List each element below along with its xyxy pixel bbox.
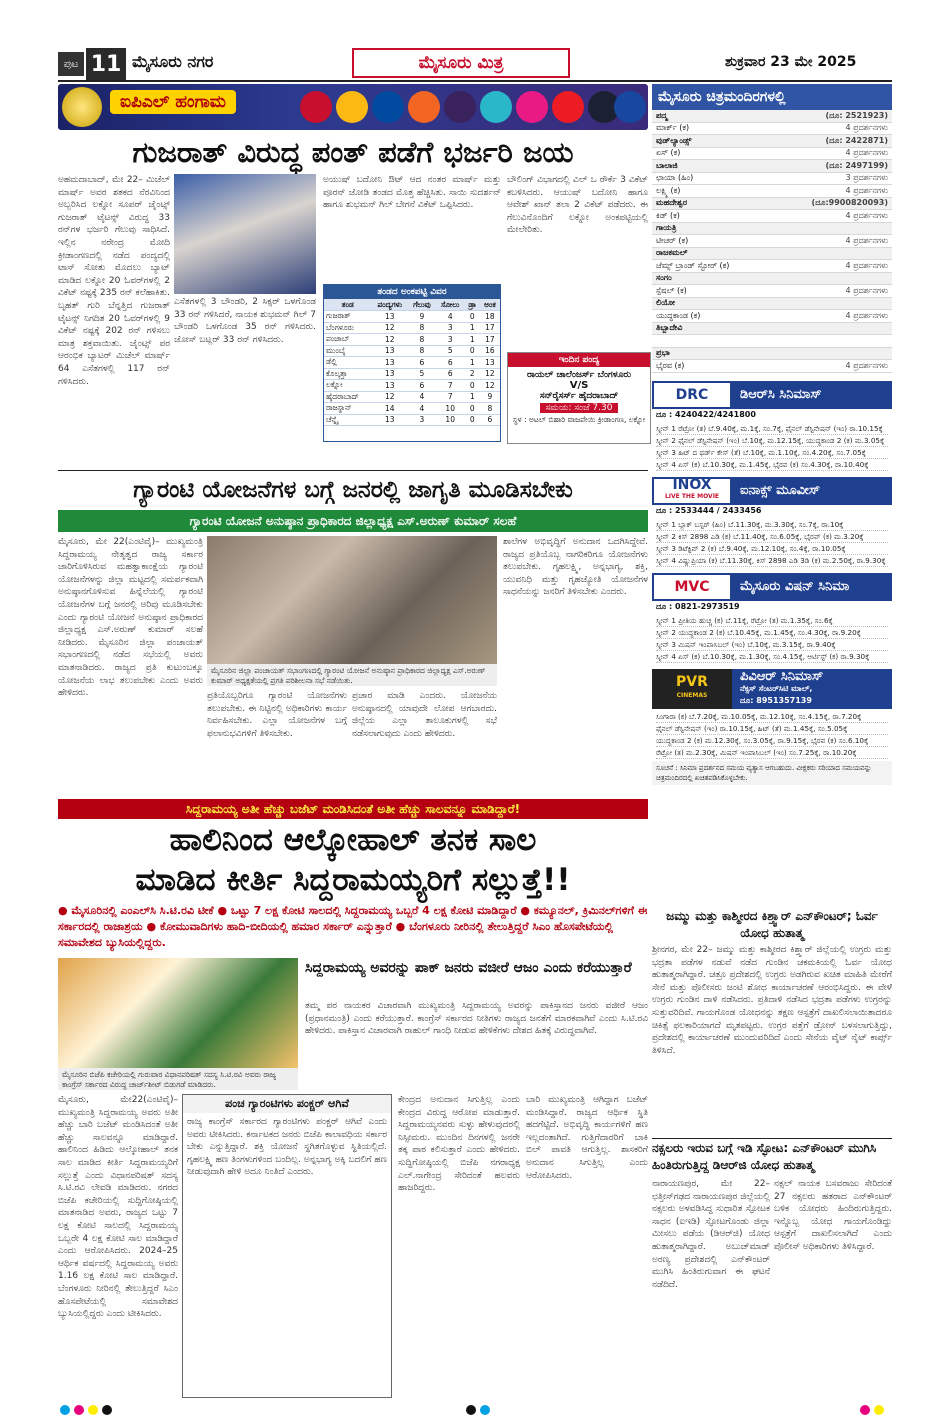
today-match-venue: ಸ್ಥಳ : ಅಟಲ್ ಬಿಹಾರಿ ವಾಜಪೇಯಿ ಕ್ರೀಡಾಂಗಣ, ಲಕ್ನೋ: [512, 415, 646, 424]
table-cell: 18: [480, 311, 500, 323]
drc-name: ಡಿಆರ್‌ಸಿ ಸಿನಿಮಾಸ್: [740, 387, 822, 402]
points-table-header: ಅಂಕ: [480, 299, 500, 311]
showtime-line: ಸ್ಕ್ರೀನ್ 2 ಯುದ್ಧಕಾಂಡ 2 (ಕ) ಬೆ.10.45ಕ್ಕೆ, ಮ.1.45ಕ್ಕೆ, ಸಂ.4.30ಕ್ಕೆ, ರಾ.9.20ಕ್ಕೆ: [656, 627, 888, 639]
naxal-article-col1: ನಾರಾಯಣಪುರ, ಮೇ 22– ಛತ್ತೀಸ್‌ಗಢದ ನಾರಾಯಣಪುರ ಜಿಲ್ಲೆಯಲ್ಲಿ ನಕ್ಸಲರು ಅಳವಡಿಸಿದ್ದ ಸುಧಾರಿತ ಸ್ಫೋಟಕ ಸಾಧನ (ಐಇಡಿ) ಸ್ಫೋಟಗೊಂಡು ಜಿಲ್ಲಾ ಮೀಸಲು ಪಡೆಯ (ಡಿಆರ್‌ಜಿ) ಯೋಧ ಹುತಾತ್ಮರಾಗಿದ್ದಾರೆ. ಅಬುಜ್‌ಮಾಡ್ ಅರಣ್ಯ ಪ್ರದೇಶದಲ್ಲಿ ಎನ್‌ಕೌಂಟರ್ ಮುಗಿಸಿ ಹಿಂತಿರುಗುವಾಗ ಈ ಘಟನೆ ನಡೆದಿದೆ.: [652, 1179, 770, 1290]
table-cell: 12: [371, 322, 408, 334]
table-cell: 4: [408, 391, 436, 403]
showtime-line: ಸ್ಕ್ರೀನ್ 4 ಏಸ್ (ಕ) ಬೆ.10.30ಕ್ಕೆ, ಮ.1.45ಕ್ಕೆ, ಭೈರವ (ಕ) ಸಂ.4.30ಕ್ಕೆ, ರಾ.10.40ಕ್ಕೆ: [656, 459, 888, 471]
showtime-line: ಸ್ಕ್ರೀನ್ 1 ರೆಟ್ರೋ (ತ) ಬೆ.9.40ಕ್ಕೆ, ಮ.1ಕ್ಕೆ, ಸಂ.7ಕ್ಕೆ, ಫೈನಲ್ ಡೆಸ್ಟಿನೇಷನ್ (ಇಂ) ರಾ.10.15ಕ್ಕೆ: [656, 423, 888, 435]
table-row: [324, 345, 500, 357]
theatre-row: [652, 210, 892, 223]
theatre-name: ವುಡ್‌ಲ್ಯಾಂಡ್ಸ್: [656, 135, 692, 145]
theatre-row: [652, 298, 892, 311]
showtime-line: ಸ್ಕ್ರೀನ್ 2 ಫೈನಲ್ ಡೆಸ್ಟಿನೇಷನ್ (ಇಂ) ಬೆ.10ಕ್ಕೆ, ಮ.12.15ಕ್ಕೆ, ಯುದ್ಧಕಾಂಡ 2 (ಕ) ಮ.3.05ಕ್ಕೆ: [656, 435, 888, 447]
registration-dot-icon: [88, 1405, 98, 1415]
points-table-header: ಸೋಲು: [436, 299, 465, 311]
table-cell: ಕೊಲ್ಕತ್ತಾ: [324, 368, 371, 380]
guarantee-article-left: ಮೈಸೂರು, ಮೇ 22(ಎಂಟಿವೈ)– ಮುಖ್ಯಮಂತ್ರಿ ಸಿದ್ದರಾಮಯ್ಯ ನೇತೃತ್ವದ ರಾಜ್ಯ ಸರ್ಕಾರ ಜಾರಿಗೊಳಿಸಿರುವ ಮಹತ್ವಾಕಾಂಕ್ಷೆಯ ಗ್ಯಾರಂಟಿ ಯೋಜನೆಗಳನ್ನು ಜಿಲ್ಲಾ ಮಟ್ಟದಲ್ಲಿ ಸಮರ್ಪಕವಾಗಿ ಅನುಷ್ಠಾನಗೊಳಿಸುವ ಹಿನ್ನೆಲೆಯಲ್ಲಿ ಗ್ಯಾರಂಟಿ ಯೋಜನೆಗಳ ಬಗ್ಗೆ ಜನರಲ್ಲಿ ಅರಿವು ಮೂಡಿಸಬೇಕು ಎಂದು ಗ್ಯಾರಂಟಿ ಯೋಜನೆ ಅನುಷ್ಠಾನ ಪ್ರಾಧಿಕಾರದ ಜಿಲ್ಲಾಧ್ಯಕ್ಷ ಎಸ್.ಅರುಣ್ ಕುಮಾರ್ ಸಲಹೆ ನೀಡಿದರು. ಮೈಸೂರಿನ ಜಿಲ್ಲಾ ಪಂಚಾಯತ್ ಸಭಾಂಗಣದಲ್ಲಿ ನಡೆದ ಸಭೆಯಲ್ಲಿ ಅವರು ಮಾತನಾಡಿದರು. ರಾಜ್ಯದ ಪ್ರತಿ ಕುಟುಂಬಕ್ಕೂ ಯೋಜನೆಯ ಲಾಭ ತಲುಪಬೇಕು ಎಂದು ಅವರು ಹೇಳಿದರು.: [58, 537, 203, 699]
table-cell: 13: [371, 357, 408, 369]
press-meet-photo-caption: ಮೈಸೂರಿನ ಬಿಜೆಪಿ ಕಚೇರಿಯಲ್ಲಿ ಗುರುವಾರ ವಿಧಾನಪರಿಷತ್ ಸದಸ್ಯ ಸಿ.ಟಿ.ರವಿ ಅವರು ರಾಜ್ಯ ಕಾಂಗ್ರೆಸ್ ಸರ್ಕಾರದ ವಿರುದ್ಧ ಚಾರ್ಜ್‌ಶೀಟ್ ಬಿಡುಗಡೆ ಮಾಡಿದರು.: [58, 1068, 298, 1090]
theatre-info: 4 ಪ್ರದರ್ಶನಗಳು: [845, 148, 888, 158]
table-cell: 0: [465, 403, 480, 415]
theatre-name: ಪ್ರಭಾ: [656, 348, 670, 358]
theatre-name: ಲಕ್ಷ್ಮಿ (ಕ): [656, 185, 681, 195]
mvc-showtimes: [652, 613, 892, 665]
pak-subheadline: ಸಿದ್ದರಾಮಯ್ಯ ಅವರನ್ನು ಪಾಕ್ ಜನರು ವಜೀರೆ ಆಜಂ ಎಂದು ಕರೆಯುತ್ತಾರೆ: [305, 960, 632, 976]
table-cell: 13: [371, 380, 408, 392]
showtime-line: ಸ್ಕ್ರೀನ್ 3 ಡಿಟೆಕ್ಟಿವ್ 2 (ಕ) ಬೆ.9.40ಕ್ಕೆ, ಮ.12.10ಕ್ಕೆ, ಸಂ.4ಕ್ಕೆ, ರಾ.10.05ಕ್ಕೆ: [656, 543, 888, 555]
table-cell: 12: [371, 334, 408, 346]
page-number: 11: [86, 48, 126, 80]
theatre-row: [652, 248, 892, 261]
showtime-line: ಸ್ಕ್ರೀನ್ 3 ಮಿಷನ್ ಇಂಪಾಸಿಬಲ್ (ಇಂ) ಬೆ.10ಕ್ಕೆ, ಮ.3.15ಕ್ಕೆ, ರಾ.9.40ಕ್ಕೆ: [656, 639, 888, 651]
theatre-info: (ದೂ:9900820093): [811, 198, 888, 208]
theatre-info: (ದೂ: 2422871): [825, 135, 888, 145]
table-cell: ಡೆಲ್ಲಿ: [324, 357, 371, 369]
registration-dot-icon: [480, 1405, 490, 1415]
loan-headline-2: ಮಾಡಿದ ಕೀರ್ತಿ ಸಿದ್ದರಾಮಯ್ಯರಿಗೆ ಸಲ್ಲುತ್ತೆ!!: [135, 862, 571, 898]
pvr-name: ಪಿವಿಆರ್ ಸಿನಿಮಾಸ್: [740, 668, 824, 684]
showtime-line: ಸ್ಕ್ರೀನ್ 3 ಹಿಟ್ ದ ಥರ್ಡ್ ಕೇಸ್ (ತೆ) ಬೆ.10ಕ್ಕೆ, ಮ.1.10ಕ್ಕೆ, ಸಂ.4.20ಕ್ಕೆ, ಸಂ.7.05ಕ್ಕೆ: [656, 447, 888, 459]
puncture-box-body: ರಾಜ್ಯ ಕಾಂಗ್ರೆಸ್ ಸರ್ಕಾರದ ಗ್ಯಾರಂಟಿಗಳು ಪಂಕ್ಚರ್ ಆಗಿವೆ ಎಂದು ಅವರು ಟೀಕಿಸಿದರು. ಕರ್ನಾಟಕದ ಜನರು ಬಿಜೆಪಿ ಕಾಲಾವಧಿಯ ಸರ್ಕಾರ ಬೇಕು ಎನ್ನುತ್ತಿದ್ದಾರೆ. ಶಕ್ತಿ ಯೋಜನೆ ಸ್ಥಗಿತಗೊಳ್ಳುವ ಸ್ಥಿತಿಯಲ್ಲಿದೆ. ಗೃಹಲಕ್ಷ್ಮಿ ಹಣ ತಿಂಗಳುಗಳಿಂದ ಬಂದಿಲ್ಲ. ಅನ್ನಭಾಗ್ಯ ಅಕ್ಕಿ ಬದಲಿಗೆ ಹಣ ನೀಡುವುದಾಗಿ ಹೇಳಿ ಅದೂ ನಿಂತಿದೆ ಎಂದರು.: [187, 1117, 387, 1178]
theatre-info: 4 ಪ್ರದರ್ಶನಗಳು: [845, 185, 888, 195]
theatre-row: [652, 273, 892, 286]
today-match-vs: V/S: [569, 380, 589, 391]
loan-headline-1: ಹಾಲಿನಿಂದ ಆಲ್ಕೋಹಾಲ್ ತನಕ ಸಾಲ: [169, 822, 537, 858]
showtime-line: ಫೈನಲ್ ಡೆಸ್ಟಿನೇಷನ್ (ಇಂ) ರಾ.10.15ಕ್ಕೆ, ಹಿಟ್ (ತೆ) ಮ.1.45ಕ್ಕೆ, ಸಂ.5.05ಕ್ಕೆ: [656, 723, 888, 735]
theatre-row: [652, 198, 892, 211]
table-cell: 5: [436, 345, 465, 357]
points-table-header: ಪಂದ್ಯಗಳು: [371, 299, 408, 311]
theatre-name: ಲಿಯೋ: [656, 298, 675, 308]
table-cell: 8: [480, 403, 500, 415]
ipl-headline: ಗುಜರಾತ್ ವಿರುದ್ಧ ಪಂತ್ ಪಡೆಗೆ ಭರ್ಜರಿ ಜಯ: [132, 135, 574, 169]
theatre-name: ಮಾರ್ಕ್ (ಕ): [656, 123, 690, 133]
table-cell: 12: [480, 380, 500, 392]
page-label: ಪುಟ: [58, 52, 84, 76]
table-cell: ಬೆಂಗಳೂರು: [324, 322, 371, 334]
table-cell: 3: [436, 322, 465, 334]
rcb-logo-icon: [300, 91, 332, 123]
today-match-team2: ಸನ್‌ರೈಸರ್ಸ್ ಹೈದರಾಬಾದ್: [539, 391, 619, 401]
table-cell: ಪಂಜಾಬ್: [324, 334, 371, 346]
theatre-row: [652, 323, 892, 336]
points-table-header: ಗೆಲುವು: [408, 299, 436, 311]
table-row: [324, 334, 500, 346]
theatre-info: 3 ಪ್ರದರ್ಶನಗಳು: [845, 173, 888, 183]
table-cell: 6: [408, 380, 436, 392]
drc-showtimes: [652, 421, 892, 473]
mvc-logo-icon: MVC: [652, 573, 732, 601]
table-cell: 7: [436, 380, 465, 392]
table-cell: 0: [465, 380, 480, 392]
inox-showtimes: [652, 517, 892, 569]
table-cell: 6: [436, 368, 465, 380]
pvr-phone: ದೂ: 8951357139: [740, 695, 812, 705]
guarantee-headline: ಗ್ಯಾರಂಟಿ ಯೋಜನೆಗಳ ಬಗ್ಗೆ ಜನರಲ್ಲಿ ಜಾಗೃತಿ ಮೂಡಿಸಬೇಕು: [133, 477, 573, 503]
showtime-line: ಸ್ಕ್ರೀನ್ 4 ವಿಷ್ಣುಪ್ರಿಯಾ (ಕ) ಬೆ.11.30ಕ್ಕೆ, ಕಿಸ್ 2898 ಎಡಿ 3ಡಿ (ಕ) ಮ.2.50ಕ್ಕೆ, ರಾ.9.30ಕ್ಕೆ: [656, 555, 888, 567]
table-cell: 4: [436, 311, 465, 323]
inox-phone: ದೂ : 2533444 / 2433456: [656, 505, 762, 515]
kashmir-article: ಶ್ರೀನಗರ, ಮೇ 22– ಜಮ್ಮು ಮತ್ತು ಕಾಶ್ಮೀರದ ಕಿಶ್ತ್ವಾರ್ ಜಿಲ್ಲೆಯಲ್ಲಿ ಉಗ್ರರು ಮತ್ತು ಭದ್ರತಾ ಪಡೆಗಳ ನಡುವೆ ನಡೆದ ಗುಂಡಿನ ಚಕಮಕಿಯಲ್ಲಿ ಓರ್ವ ಯೋಧ ಹುತಾತ್ಮರಾಗಿದ್ದಾರೆ. ಚತ್ರೂ ಪ್ರದೇಶದಲ್ಲಿ ಉಗ್ರರು ಅಡಗಿರುವ ಖಚಿತ ಮಾಹಿತಿ ಮೇರೆಗೆ ಸೇನೆ ಮತ್ತು ಪೊಲೀಸರು ಜಂಟಿ ಶೋಧ ಕಾರ್ಯಾಚರಣೆ ಆರಂಭಿಸಿದ್ದರು. ಈ ವೇಳೆ ಉಗ್ರರು ಗುಂಡಿನ ದಾಳಿ ನಡೆಸಿದರು. ಪ್ರತಿದಾಳಿ ನಡೆಸಿದ ಭದ್ರತಾ ಪಡೆಗಳು ಉಗ್ರರನ್ನು ಸುತ್ತುವರಿದಿವೆ. ಗಾಯಗೊಂಡ ಯೋಧನನ್ನು ತಕ್ಷಣ ಆಸ್ಪತ್ರೆಗೆ ದಾಖಲಿಸಲಾಯಿತಾದರೂ ಚಿಕಿತ್ಸೆ ಫಲಕಾರಿಯಾಗದೆ ಮೃತಪಟ್ಟರು. ಉಗ್ರರ ಪತ್ತೆಗೆ ಡ್ರೋನ್ ಬಳಸಲಾಗುತ್ತಿದ್ದು, ಪ್ರದೇಶದಲ್ಲಿ ಕಾರ್ಯಾಚರಣೆ ಮುಂದುವರಿದಿದೆ ಎಂದು ಸೇನೆಯ ವೈಟ್ ನೈಟ್ ಕಾರ್ಪ್ಸ್ ತಿಳಿಸಿದೆ.: [652, 945, 892, 1056]
points-table-header: ತಂಡ: [324, 299, 371, 311]
table-cell: 3: [408, 414, 436, 426]
theatre-row: [652, 223, 892, 236]
srh-logo-icon: [408, 91, 440, 123]
table-cell: 16: [480, 345, 500, 357]
loan-strip: ಸಿದ್ದರಾಮಯ್ಯ ಅತೀ ಹೆಚ್ಚು ಬಜೆಟ್ ಮಂಡಿಸಿದಂತೆ ಅತೀ ಹೆಚ್ಚು ಸಾಲವನ್ನೂ ಮಾಡಿದ್ದಾರೆ!: [58, 799, 648, 819]
theatre-name: ಮಹದೇಶ್ವರ: [656, 198, 687, 208]
table-cell: ಚೆನ್ನೈ: [324, 414, 371, 426]
theatre-name: ಸಂಗಂ: [656, 273, 672, 283]
table-cell: 12: [480, 368, 500, 380]
loan-article-col3: ಕೇಂದ್ರದ ಅನುದಾನ ಸಿಗುತ್ತಿಲ್ಲ ಎಂದು ಕೇಂದ್ರದ ವಿರುದ್ಧ ಆರೋಪ ಮಾಡುತ್ತಾರೆ. ಸಿದ್ದರಾಮಯ್ಯನವರು ಸುಳ್ಳು ಹೇಳುವುದರಲ್ಲಿ ನಿಸ್ಸೀಮರು. ಮುಂದಿನ ದಿನಗಳಲ್ಲಿ ಜನರೇ ತಕ್ಕ ಪಾಠ ಕಲಿಸುತ್ತಾರೆ ಎಂದು ಹೇಳಿದರು. ಸುದ್ದಿಗೋಷ್ಠಿಯಲ್ಲಿ ಬಿಜೆಪಿ ನಗರಾಧ್ಯಕ್ಷ ಎಲ್.ನಾಗೇಂದ್ರ ಸೇರಿದಂತೆ ಹಲವರು ಹಾಜರಿದ್ದರು.: [398, 1095, 520, 1194]
guarantee-article-b1: ಪ್ರತಿಯೊಬ್ಬರಿಗೂ ಗ್ಯಾರಂಟಿ ಯೋಜನೆಗಳು ತಲುಪಬೇಕು. ಈ ನಿಟ್ಟಿನಲ್ಲಿ ಅಧಿಕಾರಿಗಳು ಕಾರ್ಯ ನಿರ್ವಹಿಸಬೇಕು. ಎಲ್ಲಾ ಯೋಜನೆಗಳ ಬಗ್ಗೆ ಫಲಾನುಭವಿಗಳಿಗೆ ತಿಳಿಸಬೇಕು.: [207, 691, 347, 739]
registration-dot-icon: [874, 1405, 884, 1415]
showtime-line: ಸ್ಕ್ರೀನ್ 2 ಕಿಸ್ 2898 ಎಡಿ (ಕ) ಬೆ.11.40ಕ್ಕೆ, ಸಂ.6.05ಕ್ಕೆ, ಭೈರವ್ (ಕ) ಮ.3.20ಕ್ಕೆ: [656, 531, 888, 543]
today-match-title: ಇಂದಿನ ಪಂದ್ಯ: [508, 353, 650, 367]
theatre-name: ಛಾಯಾ (ಹಿಂ): [656, 173, 694, 183]
theatre-name: ಬಾಲಾಜಿ: [656, 160, 678, 170]
showtime-line: ಸ್ಕ್ರೀನ್ 1 ಪ್ರೀತಿಯ ಹುಚ್ಚ (ಕ) ಬೆ.11ಕ್ಕೆ, ರೆಟ್ರೋ (ತ) ಮ.1.35ಕ್ಕೆ, ಸಂ.6ಕ್ಕೆ: [656, 615, 888, 627]
guarantee-puncture-box: [182, 1094, 392, 1398]
theatre-info: 4 ಪ್ರದರ್ಶನಗಳು: [845, 310, 888, 320]
pak-subarticle: ತಮ್ಮ ಪರ ನಾಯಕರ ವಿಚಾರವಾಗಿ ಮುಖ್ಯಮಂತ್ರಿ ಸಿದ್ದರಾಮಯ್ಯ ಅವರನ್ನು ಪಾಕಿಸ್ತಾನದ ಜನರು ವಜೀರೆ ಆಜಂ (ಪ್ರಧಾನಮಂತ್ರಿ) ಎಂದು ಕರೆಯುತ್ತಾರೆ. ಕಾಂಗ್ರೆಸ್ ಸರ್ಕಾರದ ನೀತಿಗಳು ರಾಜ್ಯದ ಜನತೆಗೆ ಮಾರಕವಾಗಿವೆ ಎಂದು ಸಿ.ಟಿ.ರವಿ ಹೇಳಿದರು. ಪಾಕಿಸ್ತಾನ ವಿಚಾರವಾಗಿ ರಾಹುಲ್ ಗಾಂಧಿ ನೀಡುವ ಹೇಳಿಕೆಗಳು ದೇಶದ ಹಿತಕ್ಕೆ ವಿರುದ್ಧವಾಗಿವೆ.: [305, 1001, 648, 1037]
pvr-note: ಸೂಚನೆ : ಸಿನಿಮಾ ಪ್ರದರ್ಶನದ ಸಮಯ ವ್ಯತ್ಯಾಸ ಆಗಬಹುದು. ವೀಕ್ಷಕರು ಸರಿಯಾದ ಸಮಯವನ್ನು ಚಿತ್ರಮಂದಿರದಲ್ಲಿ ಖಚಿತಪಡಿಸಿಕೊಳ್ಳಬೇಕು.: [652, 761, 892, 785]
table-cell: ಮುಂಬೈ: [324, 345, 371, 357]
ipl-article-col1: ಅಹಮದಾಬಾದ್, ಮೇ 22– ಮಿಚೆಲ್ ಮಾರ್ಷ್ ಅವರ ಶತಕದ ನೆರವಿನಿಂದ ಅಬ್ಬರಿಸಿದ ಲಕ್ನೋ ಸೂಪರ್ ಜೈಂಟ್ಸ್ ಗುಜರಾತ್ ಟೈಟನ್ಸ್ ವಿರುದ್ಧ 33 ರನ್‌ಗಳ ಭರ್ಜರಿ ಗೆಲುವು ಸಾಧಿಸಿದೆ. ಇಲ್ಲಿನ ನರೇಂದ್ರ ಮೋದಿ ಕ್ರೀಡಾಂಗಣದಲ್ಲಿ ನಡೆದ ಪಂದ್ಯದಲ್ಲಿ ಟಾಸ್ ಸೋತು ಮೊದಲು ಬ್ಯಾಟ್ ಮಾಡಿದ ಲಕ್ನೋ 20 ಓವರ್‌ಗಳಲ್ಲಿ 2 ವಿಕೆಟ್ ನಷ್ಟಕ್ಕೆ 235 ರನ್ ಕಲೆಹಾಕಿತು. ಬೃಹತ್ ಗುರಿ ಬೆನ್ನತ್ತಿದ ಗುಜರಾತ್ ಟೈಟನ್ಸ್ ನಿಗದಿತ 20 ಓವರ್‌ಗಳಲ್ಲಿ 9 ವಿಕೆಟ್ ನಷ್ಟಕ್ಕೆ 202 ರನ್ ಗಳಿಸಲು ಮಾತ್ರ ಶಕ್ತವಾಯಿತು. ಜೈಂಟ್ಸ್ ಪರ ಆರಂಭಿಕ ಬ್ಯಾಟರ್ ಮಿಚೆಲ್ ಮಾರ್ಷ್ 64 ಎಸೆತಗಳಲ್ಲಿ 117 ರನ್ ಗಳಿಸಿದರು.: [58, 175, 170, 387]
theatre-row: [652, 310, 892, 323]
table-cell: 6: [480, 414, 500, 426]
theatre-row: [652, 260, 892, 273]
registration-dot-icon: [102, 1405, 112, 1415]
registration-dot-icon: [74, 1405, 84, 1415]
today-match-team1: ರಾಯಲ್ ಚಾಲೆಂಜರ್ಸ್ ಬೆಂಗಳೂರು: [526, 370, 632, 380]
inox-name: ಐನಾಕ್ಸ್ ಮೂವೀಸ್: [740, 483, 820, 498]
theatre-info: (ದೂ: 2497199): [825, 160, 888, 170]
table-cell: ಲಕ್ನೋ: [324, 380, 371, 392]
showtime-line: ರೆಟ್ರೋ (ತ) ಮ.2.30ಕ್ಕೆ, ಮಿಷನ್ ಇಂಪಾಸಿಬಲ್ (ಇಂ) ಸಂ.7.25ಕ್ಕೆ, ರಾ.10.20ಕ್ಕೆ: [656, 747, 888, 759]
theatre-name: ಟೀಚರ್ (ಕ): [656, 235, 689, 245]
theatre-row: [652, 285, 892, 298]
theatre-info: 4 ಪ್ರದರ್ಶನಗಳು: [845, 123, 888, 133]
pvr-showtimes: [652, 709, 892, 761]
showtime-line: ಯುದ್ಧಕಾಂಡ 2 (ಕ) ಮ.12.30ಕ್ಕೆ, ಸಂ.3.05ಕ್ಕೆ, ರಾ.9.15ಕ್ಕೆ, ಭೈರವ (ಕ) ಸಂ.6.10ಕ್ಕೆ: [656, 735, 888, 747]
ipl-trophy-icon: [62, 87, 102, 127]
table-row: [324, 403, 500, 415]
table-cell: 1: [465, 322, 480, 334]
loan-article-col1: ಮೈಸೂರು, ಮೇ22(ಎಂಟಿವೈ)– ಮುಖ್ಯಮಂತ್ರಿ ಸಿದ್ದರಾಮಯ್ಯ ಅವರು ಅತೀ ಹೆಚ್ಚು ಬಾರಿ ಬಜೆಟ್ ಮಂಡಿಸಿದಂತೆ ಅತೀ ಹೆಚ್ಚು ಸಾಲವನ್ನೂ ಮಾಡಿದ್ದಾರೆ. ಹಾಲಿನಿಂದ ಹಿಡಿದು ಆಲ್ಕೋಹಾಲ್ ತನಕ ಸಾಲ ಮಾಡಿದ ಕೀರ್ತಿ ಸಿದ್ದರಾಮಯ್ಯರಿಗೆ ಸಲ್ಲುತ್ತೆ ಎಂದು ವಿಧಾನಪರಿಷತ್ ಸದಸ್ಯ ಸಿ.ಟಿ.ರವಿ ಲೇವಡಿ ಮಾಡಿದರು. ನಗರದ ಬಿಜೆಪಿ ಕಚೇರಿಯಲ್ಲಿ ಸುದ್ದಿಗೋಷ್ಠಿಯಲ್ಲಿ ಮಾತನಾಡಿದ ಅವರು, ರಾಜ್ಯದ ಒಟ್ಟು 7 ಲಕ್ಷ ಕೋಟಿ ಸಾಲದಲ್ಲಿ ಸಿದ್ದರಾಮಯ್ಯ ಒಬ್ಬರೇ 4 ಲಕ್ಷ ಕೋಟಿ ಸಾಲ ಮಾಡಿದ್ದಾರೆ ಎಂದು ಆರೋಪಿಸಿದರು. 2024–25 ಆರ್ಥಿಕ ವರ್ಷದಲ್ಲಿ ಸಿದ್ದರಾಮಯ್ಯ ಅವರು 1.16 ಲಕ್ಷ ಕೋಟಿ ಸಾಲ ಮಾಡಿದ್ದಾರೆ. ಬೆಂಗಳೂರು ನೀರಿನಲ್ಲಿ ತೇಲುತ್ತಿದ್ದರೆ ಸಿಎಂ ಹೊಸಪೇಟೆಯಲ್ಲಿ ಸಮಾವೇಶದ ಬ್ಯುಸಿಯಲ್ಲಿದ್ದರು ಎಂದು ಟೀಕಿಸಿದರು.: [58, 1095, 178, 1320]
mvc-name: ಮೈಸೂರು ವಿಷನ್ ಸಿನಿಮಾ: [740, 579, 850, 594]
theatre-info: 4 ಪ್ರದರ್ಶನಗಳು: [845, 260, 888, 270]
pvr-header: [652, 669, 892, 709]
table-cell: 1: [465, 334, 480, 346]
issue-date: ಶುಕ್ರವಾರ 23 ಮೇ 2025: [725, 54, 857, 70]
today-match-box: [507, 352, 651, 444]
kkr-logo-icon: [444, 91, 476, 123]
table-row: [324, 391, 500, 403]
puncture-box-title: ಪಂಚ ಗ್ಯಾರಂಟಿಗಳು ಪಂಕ್ಚರ್ ಆಗಿವೆ: [183, 1095, 391, 1113]
mvc-phone: ದೂ : 0821-2973519: [656, 601, 740, 611]
table-row: [324, 368, 500, 380]
masthead-logo: ಮೈಸೂರು ಮಿತ್ರ: [352, 48, 570, 78]
table-cell: 9: [480, 391, 500, 403]
theatre-row: [652, 348, 892, 361]
table-cell: 1: [465, 391, 480, 403]
showtime-line: ಸಿಂಗಾರಾ (ಕ) ಬೆ.7.20ಕ್ಕೆ, ಮ.10.05ಕ್ಕೆ, ಮ.12.10ಕ್ಕೆ, ಸಂ.4.15ಕ್ಕೆ, ರಾ.7.20ಕ್ಕೆ: [656, 711, 888, 723]
theatre-name: ಕಿಡ್ (ಕ): [656, 210, 680, 220]
table-cell: 5: [408, 368, 436, 380]
table-cell: 13: [480, 357, 500, 369]
theatre-name: ಯುದ್ಧಕಾಂಡ (ಕ): [656, 310, 701, 320]
table-cell: 1: [465, 357, 480, 369]
theatre-row: [652, 110, 892, 123]
table-cell: 13: [371, 311, 408, 323]
theatre-name: ರಾಜಕಮಲ್: [656, 248, 688, 258]
table-row: [324, 380, 500, 392]
showtime-line: ಸ್ಕ್ರೀನ್ 1 ಬ್ಲಾಕ್ ಬಸ್ಟರ್ (ಹಿಂ) ಬೆ.11.30ಕ್ಕೆ, ಮ.3.30ಕ್ಕೆ, ಸಂ.7ಕ್ಕೆ, ರಾ.10ಕ್ಕೆ: [656, 519, 888, 531]
table-row: [324, 414, 500, 426]
table-cell: ಹೈದರಾಬಾದ್: [324, 391, 371, 403]
table-cell: 0: [465, 311, 480, 323]
theatre-row: [652, 173, 892, 186]
meeting-photo-caption: ಮೈಸೂರಿನ ಜಿಲ್ಲಾ ಪಂಚಾಯತ್ ಸಭಾಂಗಣದಲ್ಲಿ ಗ್ಯಾರಂಟಿ ಯೋಜನೆ ಅನುಷ್ಠಾನ ಪ್ರಾಧಿಕಾರದ ಜಿಲ್ಲಾಧ್ಯಕ್ಷ ಎಸ್.ಅರುಣ್ ಕುಮಾರ್ ಅಧ್ಯಕ್ಷತೆಯಲ್ಲಿ ಪ್ರಗತಿ ಪರಿಶೀಲನಾ ಸಭೆ ನಡೆಯಿತು.: [207, 664, 497, 686]
table-cell: 13: [371, 345, 408, 357]
table-cell: 13: [371, 368, 408, 380]
mi-logo-icon: [372, 91, 404, 123]
pbks-logo-icon: [552, 91, 584, 123]
naxal-article-col2: ನಕ್ಸಲ್ ನಾಯಕ ಬಸವರಾಜು ಸೇರಿದಂತೆ 27 ನಕ್ಸಲರು ಹತರಾದ ಎನ್‌ಕೌಂಟರ್ ಬಳಿಕ ಯೋಧರು ಹಿಂದಿರುಗುತ್ತಿದ್ದರು. ಇನ್ನೊಬ್ಬ ಯೋಧ ಗಾಯಗೊಂಡಿದ್ದು ಆಸ್ಪತ್ರೆಗೆ ದಾಖಲಿಸಲಾಗಿದೆ ಎಂದು ಪೊಲೀಸ್ ಅಧಿಕಾರಿಗಳು ತಿಳಿಸಿದ್ದಾರೆ.: [774, 1179, 892, 1252]
table-cell: ಗುಜರಾತ್: [324, 311, 371, 323]
table-cell: 12: [371, 391, 408, 403]
drc-phone: ದೂ : 4240422/4241800: [656, 409, 756, 419]
inox-header: [652, 477, 892, 505]
table-row: [324, 357, 500, 369]
table-cell: 3: [436, 334, 465, 346]
theatre-row: [652, 123, 892, 136]
theatre-name: ಸ್ಪೆಷಲ್ (ಕ): [656, 285, 687, 295]
points-table: [323, 284, 501, 442]
table-cell: 2: [465, 368, 480, 380]
table-cell: 10: [436, 403, 465, 415]
theatre-info: (ದೂ: 2521923): [825, 110, 888, 120]
theatre-info: 4 ಪ್ರದರ್ಶನಗಳು: [845, 285, 888, 295]
registration-dot-icon: [860, 1405, 870, 1415]
inox-logo-sub: LIVE THE MOVIE: [664, 492, 720, 500]
ipl-article-col3: ಅಯುಷ್ ಬದೋನಿ ಔಟ್ ಆದ ನಂತರ ಮಾರ್ಷ್ ಮತ್ತು ಪೂರನ್ ಜೋಡಿ ತಂಡದ ಮೊತ್ತ ಹೆಚ್ಚಿಸಿತು. ಸಾಯಿ ಸುದರ್ಶನ್ ಹಾಗೂ ಶುಭಮನ್ ಗಿಲ್ ಬೇಗನೆ ವಿಕೆಟ್ ಒಪ್ಪಿಸಿದರು.: [323, 175, 501, 211]
csk-logo-icon: [336, 91, 368, 123]
table-cell: 4: [408, 403, 436, 415]
registration-dot-icon: [466, 1405, 476, 1415]
theatre-row: [652, 135, 892, 148]
points-table-grid: [324, 299, 500, 426]
points-table-title: ತಂಡದ ಅಂಕಪಟ್ಟಿ ವಿವರ: [324, 285, 500, 299]
theatre-info: 4 ಪ್ರದರ್ಶನಗಳು: [845, 235, 888, 245]
theatre-row: [652, 185, 892, 198]
guarantee-article-b2: ಪ್ರಚಾರ ಮಾಡಿ ಎಂದರು. ಯೋಜನೆಯ ಅನುಷ್ಠಾನದಲ್ಲಿ ಯಾವುದೇ ಲೋಪ ಆಗಬಾರದು. ಜಿಲ್ಲೆಯ ಎಲ್ಲಾ ತಾಲೂಕುಗಳಲ್ಲಿ ಸಭೆ ನಡೆಸಲಾಗುವುದು ಎಂದು ಹೇಳಿದರು.: [352, 691, 497, 739]
table-cell: 6: [408, 357, 436, 369]
theatre-sidebar-title: ಮೈಸೂರು ಚಿತ್ರಮಂದಿರಗಳಲ್ಲಿ: [652, 84, 892, 110]
theatre-name: ತಿಬ್ಬಾದೇವಿ: [656, 323, 683, 333]
theatre-list: [652, 110, 892, 373]
ipl-article-col4: ಬೌಲಿಂಗ್ ವಿಭಾಗದಲ್ಲಿ ವಿಲ್ ಒ ರೌರ್ಕೆ 3 ವಿಕೆಟ್ ಕಬಳಿಸಿದರು. ಆಯುಷ್ ಬದೋನಿ ಹಾಗೂ ಆವೇಶ್ ಖಾನ್ ತಲಾ 2 ವಿಕೆಟ್ ಪಡೆದರು. ಈ ಗೆಲುವಿನೊಂದಿಗೆ ಲಕ್ನೋ ಅಂಕಪಟ್ಟಿಯಲ್ಲಿ ಮೇಲೇರಿತು.: [507, 175, 648, 236]
table-cell: 9: [408, 311, 436, 323]
theatre-name: ಗಾಯತ್ರಿ: [656, 223, 677, 233]
table-cell: 7: [436, 391, 465, 403]
loan-bullets: ● ಮೈಸೂರಿನಲ್ಲಿ ಎಂಎಲ್‌ಸಿ ಸಿ.ಟಿ.ರವಿ ಟೀಕೆ ● ಒಟ್ಟು 7 ಲಕ್ಷ ಕೋಟಿ ಸಾಲದಲ್ಲಿ ಸಿದ್ದರಾಮಯ್ಯ ಒಬ್ಬರೆ 4 ಲಕ್ಷ ಕೋಟಿ ಮಾಡಿದ್ದಾರೆ ● ಕಮ್ಯೂನಲ್, ಕ್ರಿಮಿನಲ್‌ಗಳಿಗೆ ಈ ಸರ್ಕಾರದಲ್ಲಿ ರಾಜಾಶ್ರಯ ● ಕೋಮುವಾದಿಗಳು ಹಾದಿ-ಬೀದಿಯಲ್ಲಿ ಹಮಾರ ಸರ್ಕಾರ್ ಎನ್ನುತ್ತಾರೆ ● ಬೆಂಗಳೂರು ನೀರಿನಲ್ಲಿ ತೇಲುತ್ತಿದ್ದರೆ ಸಿಎಂ ಹೊಸಪೇಟೆಯಲ್ಲಿ ಸಮಾವೇಶದ ಬ್ಯುಸಿಯಲ್ಲಿದ್ದರು.: [58, 904, 648, 949]
pvr-logo-sub: CINEMAS: [676, 691, 708, 699]
table-cell: 6: [436, 357, 465, 369]
table-row: [324, 322, 500, 334]
dc-logo-icon: [614, 91, 646, 123]
table-cell: 17: [480, 334, 500, 346]
theatre-info: 4 ಪ್ರದರ್ಶನಗಳು: [845, 210, 888, 220]
table-row: [324, 311, 500, 323]
theatre-row: [652, 235, 892, 248]
meeting-photo: [207, 536, 497, 664]
theatre-row: [652, 160, 892, 173]
table-cell: 14: [371, 403, 408, 415]
pvr-address: ನೆಕ್ಸಸ್ ಸೆಂಟರ್‌ಸಿಟಿ ಮಾಲ್,: [740, 683, 813, 693]
theatre-name: ಏಸ್ (ಕ): [656, 148, 681, 158]
press-meet-photo: [58, 958, 298, 1068]
theatre-row: [652, 148, 892, 161]
mvc-header: [652, 573, 892, 601]
table-cell: 10: [436, 414, 465, 426]
inox-logo-icon: [652, 477, 732, 505]
naxal-rule: [652, 1138, 892, 1139]
points-table-header: ಡ್ರಾ: [465, 299, 480, 311]
drc-logo-icon: DRC: [652, 381, 732, 409]
table-cell: 17: [480, 322, 500, 334]
guarantee-subhead: ಗ್ಯಾರಂಟಿ ಯೋಜನೆ ಅನುಷ್ಠಾನ ಪ್ರಾಧಿಕಾರದ ಜಿಲ್ಲಾಧ್ಯಕ್ಷ ಎಸ್.ಅರುಣ್ ಕುಮಾರ್ ಸಲಹೆ: [58, 510, 648, 532]
theatre-name: ಜೆಮ್ಸ್ ಬ್ರಾಂಡ್ ಸ್ಟೋರ್ (ಕ): [656, 260, 730, 270]
table-cell: 8: [408, 345, 436, 357]
loan-article-col4: ಬಾರಿ ಮುಖ್ಯಮಂತ್ರಿ ಆಗಿದ್ದಾಗ ಬಜೆಟ್ ಮಂಡಿಸಿದ್ದಾರೆ. ರಾಜ್ಯದ ಆರ್ಥಿಕ ಸ್ಥಿತಿ ಹದಗೆಟ್ಟಿದೆ. ಅಭಿವೃದ್ಧಿ ಕಾರ್ಯಗಳಿಗೆ ಹಣ ಇಲ್ಲದಂತಾಗಿದೆ. ಗುತ್ತಿಗೆದಾರರಿಗೆ ಬಾಕಿ ಬಿಲ್ ಪಾವತಿ ಆಗುತ್ತಿಲ್ಲ. ಶಾಸಕರಿಗೆ ಅನುದಾನ ಸಿಗುತ್ತಿಲ್ಲ ಎಂದು ಆರೋಪಿಸಿದರು.: [526, 1095, 648, 1181]
pvr-logo-text: PVR: [676, 673, 708, 690]
inox-logo-text: INOX: [672, 476, 712, 493]
table-cell: 8: [408, 334, 436, 346]
lsg-logo-icon: [480, 91, 512, 123]
theatre-name: ಭೈರವ (ಕ): [656, 360, 685, 370]
kashmir-headline: ಜಮ್ಮು ಮತ್ತು ಕಾಶ್ಮೀರದ ಕಿಶ್ತ್ವಾರ್ ಎನ್‌ಕೌಂಟರ್; ಓರ್ವ ಯೋಧ ಹುತಾತ್ಮ: [666, 909, 878, 940]
header-rule: [58, 80, 892, 82]
ipl-rule: [58, 470, 648, 471]
table-cell: 8: [408, 322, 436, 334]
theatre-name: ಪದ್ಮ: [656, 110, 668, 120]
showtime-line: ಸ್ಕ್ರೀನ್ 4 ಏಸ್ (ಕ) ಬೆ.10.30ಕ್ಕೆ, ಮ.1.30ಕ್ಕೆ, ಸಂ.4.15ಕ್ಕೆ, ಆರ್ಟಿಸ್ಟ್ (ಕ) ರಾ.9.30ಕ್ಕೆ: [656, 651, 888, 663]
table-cell: 0: [465, 414, 480, 426]
drc-header: [652, 381, 892, 409]
ipl-photo-text: ಎಸೆತಗಳಲ್ಲಿ 3 ಬೌಂಡರಿ, 2 ಸಿಕ್ಸರ್ ಒಳಗೊಂಡ 33 ರನ್ ಗಳಿಸಿದರೆ, ನಾಯಕ ಶುಭಮನ್ ಗಿಲ್ 7 ಬೌಂಡರಿ ಒಳಗೊಂಡ 35 ರನ್ ಗಳಿಸಿದರು. ಜೋಸ್ ಬಟ್ಲರ್ 33 ರನ್ ಗಳಿಸಿದರು.: [174, 297, 316, 345]
table-cell: 13: [371, 414, 408, 426]
today-match-time: ಸಮಯ: ಸಂಜೆ 7.30: [540, 403, 619, 413]
guarantee-article-right: ಶಾಲೆಗಳ ಅಭಿವೃದ್ಧಿಗೆ ಅನುದಾನ ಒದಗಿಸಿದ್ದೇವೆ. ರಾಜ್ಯದ ಪ್ರತಿಯೊಬ್ಬ ನಾಗರಿಕರಿಗೂ ಯೋಜನೆಗಳು ತಲುಪಬೇಕು. ಗೃಹಲಕ್ಷ್ಮಿ, ಅನ್ನಭಾಗ್ಯ, ಶಕ್ತಿ, ಯುವನಿಧಿ ಮತ್ತು ಗೃಹಜ್ಯೋತಿ ಯೋಜನೆಗಳ ಸಾಧನೆಯನ್ನು ಜನರಿಗೆ ತಿಳಿಸಬೇಕು ಎಂದರು.: [503, 537, 648, 598]
theatre-row: [652, 335, 892, 348]
registration-dot-icon: [60, 1405, 70, 1415]
table-cell: ರಾಜಸ್ಥಾನ್: [324, 403, 371, 415]
theatre-info: 4 ಪ್ರದರ್ಶನಗಳು: [845, 360, 888, 370]
section-title: ಮೈಸೂರು ನಗರ: [132, 52, 214, 71]
pvr-logo-icon: [652, 669, 732, 709]
naxal-headline: ನಕ್ಸಲರು ಇರುವ ಬಗ್ಗೆ ಇಡಿ ಸ್ಫೋಟ: ಎನ್‌ಕೌಂಟರ್ ಮುಗಿಸಿ ಹಿಂತಿರುಗುತ್ತಿದ್ದ ಡಿಆರ್‌ಜಿ ಯೋಧ ಹುತಾತ್ಮ: [652, 1141, 877, 1172]
player-photo: [174, 174, 316, 294]
table-cell: 0: [465, 345, 480, 357]
ipl-banner-title: ಐಪಿಎಲ್ ಹಂಗಾಮ: [110, 90, 236, 114]
theatre-sidebar: [652, 84, 892, 904]
rr-logo-icon: [516, 91, 548, 123]
theatre-row: [652, 360, 892, 373]
